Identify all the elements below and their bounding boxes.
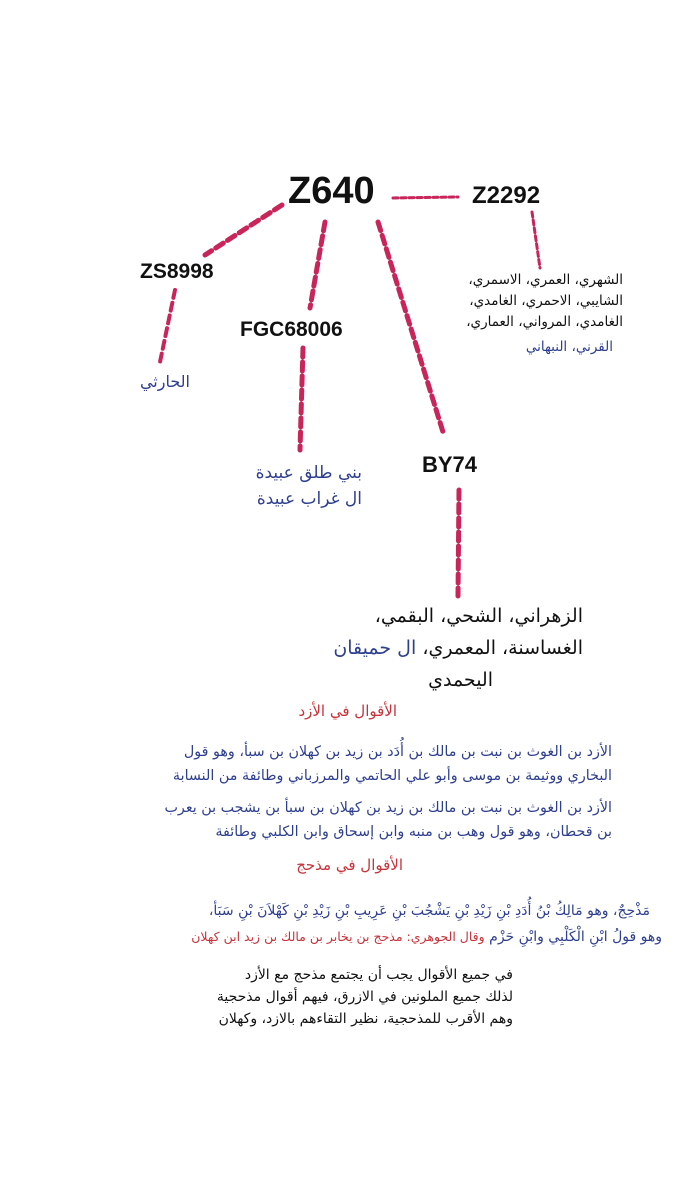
paragraph-text-red: وقال الجوهري: مذحج بن يخابر بن مالك بن زيد ابن كهلان [191,929,485,944]
paragraph-line: لذلك جميع الملونين في الازرق، فيهم أقوال مذحجية [216,989,513,1005]
zs8998-tribe: الحارثي [139,372,190,391]
tribe-text: الغساسنة، المعمري، [422,637,583,659]
tribe-line: اليحمدي [428,669,493,691]
link-z2292-tribes [532,212,540,268]
tribe-line: الشهري، العمري، الاسمري، [468,272,623,288]
madhhij-heading: الأقوال في مذحج [296,856,403,874]
paragraph-line: وهم الأقرب للمذحجية، نظير التقاءهم بالازد، وكهلان [218,1011,513,1027]
z2292-tribe-list [466,270,623,358]
tribe-line: الشايبي، الاحمري، الغامدي، [469,293,623,309]
azd-heading: الأقوال في الأزد [298,702,397,720]
tribe-line: بني طلق عبيدة [255,463,362,483]
link-root-zs8998 [205,205,282,255]
paragraph-line: الأزد بن الغوث بن نبت بن مالك بن زيد بن كهلان بن سبأ بن يشجب بن يعرب [164,800,612,816]
paragraph-line: بن قحطان، وهو قول وهب بن منبه وابن إسحاق وابن الكلبي وطائفة [215,824,612,840]
tribe-line: الغامدي، المرواني، العماري، [466,314,623,330]
madhhij-paragraph [191,898,662,950]
paragraph-line [191,924,662,950]
paragraph-text-blue: وهو قولُ ابْنِ الْكَلْبِي وابْنِ حَزْم [489,929,662,945]
tribe-line [333,632,583,664]
link-by74-tribes [458,490,459,596]
tribe-text-blue: ال حميقان [333,637,417,659]
link-root-z2292 [393,197,458,198]
link-root-by74 [378,222,443,432]
node-fgc68006: FGC68006 [240,318,343,341]
link-fgc68006-tribes [300,348,303,450]
node-z2292: Z2292 [472,182,541,209]
link-zs8998-tribes [160,290,175,362]
paragraph-line: في جميع الأقوال يجب أن يجتمع مذحج مع الأزد [244,967,513,983]
node-z640: Z640 [288,170,375,212]
tribe-line-blue: القرني، النبهاني [525,339,613,355]
tribe-line: ال غراب عبيدة [256,489,362,509]
by74-tribe-list [333,600,583,696]
tribe-line: الزهراني، الشحي، البقمي، [374,605,583,627]
link-root-fgc68006 [310,222,325,308]
azd-paragraph-1 [173,740,612,788]
conclusion-paragraph [217,964,513,1030]
fgc68006-tribe-list [256,460,362,512]
paragraph-line: مَذْحِجٌ، وهو مَالِكُ بْنُ أُدَدِ بْنِ زَيْدِ بْنِ يَشْجُبَ بْنِ عَرِيبِ بْنِ زَيْدِ بْنِ كَهْلاَنَ بْنِ سَبَأ، [208,903,650,919]
paragraph-line: الأزد بن الغوث بن نبت بن مالك بن أُدَد بن زيد بن كهلان بن سبأ، وهو قول [183,744,612,760]
azd-paragraph-2 [164,796,612,844]
paragraph-line: البخاري ووثيمة بن موسى وأبو علي الحاتمي والمرزباني وطائفة من النسابة [172,768,612,784]
node-by74: BY74 [422,452,478,477]
node-zs8998: ZS8998 [140,260,214,283]
